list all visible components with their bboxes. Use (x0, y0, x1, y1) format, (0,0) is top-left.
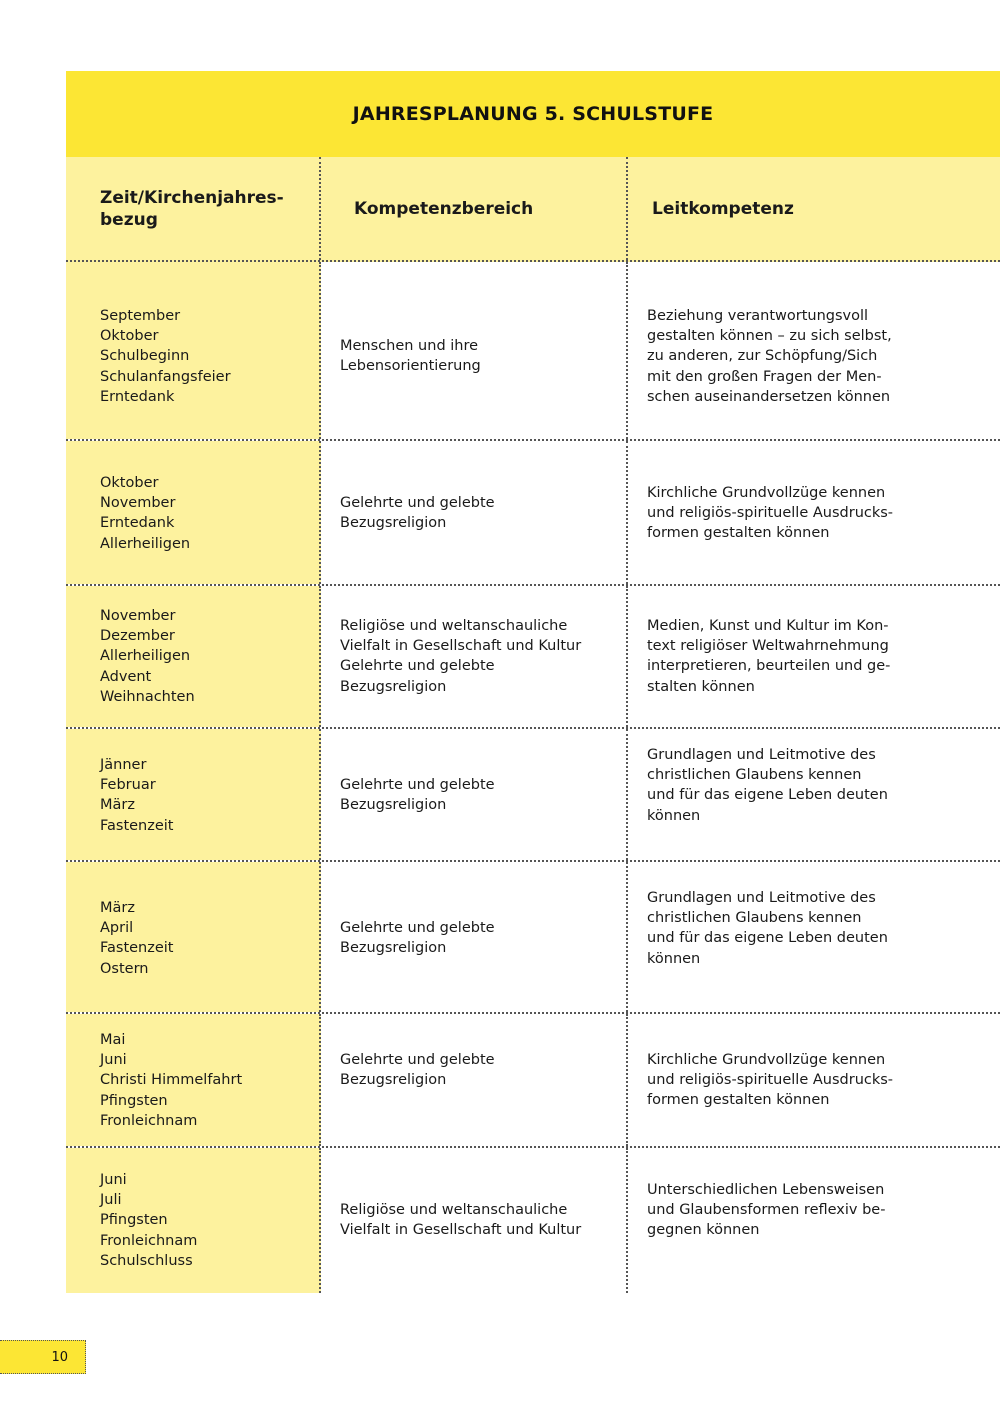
leitkompetenz-line: text religiöser Weltwahrnehmung (647, 638, 889, 655)
cell-kompetenzbereich (321, 586, 628, 727)
header-zeit-label: Zeit/Kirchenjahres- bezug (100, 187, 284, 230)
zeit-line: Juli (100, 1192, 122, 1209)
kompetenzbereich-line: Gelehrte und gelebte (340, 1052, 495, 1068)
table-row (66, 586, 1000, 729)
leitkompetenz-line: Beziehung verantwortungsvoll (647, 308, 869, 324)
zeit-line: Fastenzeit (100, 817, 174, 834)
leitkompetenz-line: mit den großen Fragen der Men- (647, 368, 882, 385)
leitkompetenz-line: und religiös-spirituelle Ausdrucks- (647, 1072, 894, 1089)
zeit-line: Schulanfangsfeier (100, 368, 231, 385)
leitkompetenz-line: und für das eigene Leben deuten (647, 787, 888, 804)
zeit-line: Dezember (100, 628, 175, 645)
table-row (66, 862, 1000, 1014)
leitkompetenz-line: und Glaubensformen reflexiv be- (647, 1202, 886, 1219)
zeit-line: Christi Himmelfahrt (100, 1072, 243, 1089)
table-row (66, 1148, 1000, 1293)
zeit-line: März (100, 797, 135, 814)
leitkompetenz-line: Grundlagen und Leitmotive des (647, 747, 876, 763)
zeit-line: November (100, 608, 176, 624)
zeit-line: Pfingsten (100, 1092, 168, 1109)
cell-leitkompetenz (628, 262, 1000, 439)
zeit-line: Jänner (100, 757, 147, 773)
header-kompetenzbereich (321, 157, 628, 260)
header-zeit (66, 157, 321, 260)
leitkompetenz-line: formen gestalten können (647, 525, 830, 542)
zeit-line: Februar (100, 777, 156, 794)
leitkompetenz-line: Kirchliche Grundvollzüge kennen (647, 1052, 886, 1068)
kompetenzbereich-line: Vielfalt in Gesellschaft und Kultur (340, 638, 582, 655)
leitkompetenz-line: christlichen Glaubens kennen (647, 910, 862, 927)
title-bar (66, 71, 1000, 157)
planning-table (66, 157, 1000, 1293)
kompetenzbereich-line: Vielfalt in Gesellschaft und Kultur (340, 1222, 582, 1239)
zeit-line: Mai (100, 1032, 126, 1048)
leitkompetenz-line: schen auseinandersetzen können (647, 388, 891, 405)
leitkompetenz-line: und für das eigene Leben deuten (647, 930, 888, 947)
cell-zeit (66, 862, 321, 1012)
cell-kompetenzbereich (321, 729, 628, 860)
table-row (66, 1014, 1000, 1148)
leitkompetenz-line: stalten können (647, 678, 755, 695)
leitkompetenz-line: und religiös-spirituelle Ausdrucks- (647, 505, 894, 522)
kompetenzbereich-line: Gelehrte und gelebte (340, 777, 495, 793)
page-number: 10 (51, 1349, 68, 1365)
zeit-line: März (100, 900, 135, 916)
zeit-line: Oktober (100, 328, 159, 345)
cell-leitkompetenz (628, 729, 1000, 860)
page-number-box (0, 1340, 86, 1374)
zeit-line: April (100, 920, 134, 937)
zeit-line: Allerheiligen (100, 648, 191, 665)
kompetenzbereich-line: Religiöse und weltanschauliche (340, 1202, 568, 1218)
cell-kompetenzbereich (321, 262, 628, 439)
zeit-line: Schulschluss (100, 1252, 193, 1269)
zeit-line: Weihnachten (100, 688, 195, 705)
zeit-line: September (100, 308, 181, 324)
kompetenzbereich-line: Bezugsreligion (340, 1072, 447, 1089)
leitkompetenz-line: formen gestalten können (647, 1092, 830, 1109)
cell-leitkompetenz (628, 862, 1000, 1012)
cell-zeit (66, 586, 321, 727)
cell-kompetenzbereich (321, 1014, 628, 1146)
cell-leitkompetenz (628, 1014, 1000, 1146)
zeit-line: Erntedank (100, 515, 175, 532)
leitkompetenz-line: können (647, 950, 701, 967)
cell-zeit (66, 262, 321, 439)
zeit-line: Fronleichnam (100, 1232, 198, 1249)
zeit-line: Juni (100, 1172, 127, 1188)
kompetenzbereich-line: Gelehrte und gelebte (340, 920, 495, 936)
zeit-line: Juni (100, 1052, 127, 1069)
zeit-line: Schulbeginn (100, 348, 190, 365)
table-header-row (66, 157, 1000, 262)
kompetenzbereich-line: Bezugsreligion (340, 678, 447, 695)
cell-kompetenzbereich (321, 862, 628, 1012)
leitkompetenz-line: Medien, Kunst und Kultur im Kon- (647, 618, 889, 634)
cell-leitkompetenz (628, 1148, 1000, 1293)
kompetenzbereich-line: Gelehrte und gelebte (340, 658, 495, 675)
page-title: JAHRESPLANUNG 5. SCHULSTUFE (352, 103, 714, 125)
leitkompetenz-line: Kirchliche Grundvollzüge kennen (647, 485, 886, 501)
cell-zeit (66, 729, 321, 860)
header-kompetenzbereich-label: Kompetenzbereich (354, 198, 534, 219)
kompetenzbereich-line: Bezugsreligion (340, 797, 447, 814)
leitkompetenz-line: Unterschiedlichen Lebensweisen (647, 1182, 885, 1198)
zeit-line: November (100, 495, 176, 512)
table-row (66, 729, 1000, 862)
leitkompetenz-line: gegnen können (647, 1222, 760, 1239)
zeit-line: Erntedank (100, 388, 175, 405)
leitkompetenz-line: christlichen Glaubens kennen (647, 767, 862, 784)
zeit-line: Pfingsten (100, 1212, 168, 1229)
table-row (66, 262, 1000, 441)
leitkompetenz-line: zu anderen, zur Schöpfung/Sich (647, 348, 878, 365)
leitkompetenz-line: gestalten können – zu sich selbst, (647, 328, 892, 345)
cell-zeit (66, 1148, 321, 1293)
kompetenzbereich-line: Bezugsreligion (340, 515, 447, 532)
cell-zeit (66, 441, 321, 584)
cell-leitkompetenz (628, 586, 1000, 727)
zeit-line: Advent (100, 668, 152, 685)
zeit-line: Allerheiligen (100, 535, 191, 552)
header-leitkompetenz-label: Leitkompetenz (652, 198, 794, 219)
zeit-line: Fastenzeit (100, 940, 174, 957)
cell-leitkompetenz (628, 441, 1000, 584)
zeit-line: Ostern (100, 960, 149, 977)
kompetenzbereich-line: Bezugsreligion (340, 940, 447, 957)
cell-kompetenzbereich (321, 1148, 628, 1293)
kompetenzbereich-line: Gelehrte und gelebte (340, 495, 495, 511)
leitkompetenz-line: Grundlagen und Leitmotive des (647, 890, 876, 906)
kompetenzbereich-line: Lebensorientierung (340, 358, 481, 375)
header-leitkompetenz (628, 157, 1000, 260)
kompetenzbereich-line: Religiöse und weltanschauliche (340, 618, 568, 634)
zeit-line: Fronleichnam (100, 1112, 198, 1129)
leitkompetenz-line: können (647, 807, 701, 824)
kompetenzbereich-line: Menschen und ihre (340, 338, 479, 354)
zeit-line: Oktober (100, 475, 159, 491)
cell-kompetenzbereich (321, 441, 628, 584)
cell-zeit (66, 1014, 321, 1146)
leitkompetenz-line: interpretieren, beurteilen und ge- (647, 658, 891, 675)
table-row (66, 441, 1000, 586)
